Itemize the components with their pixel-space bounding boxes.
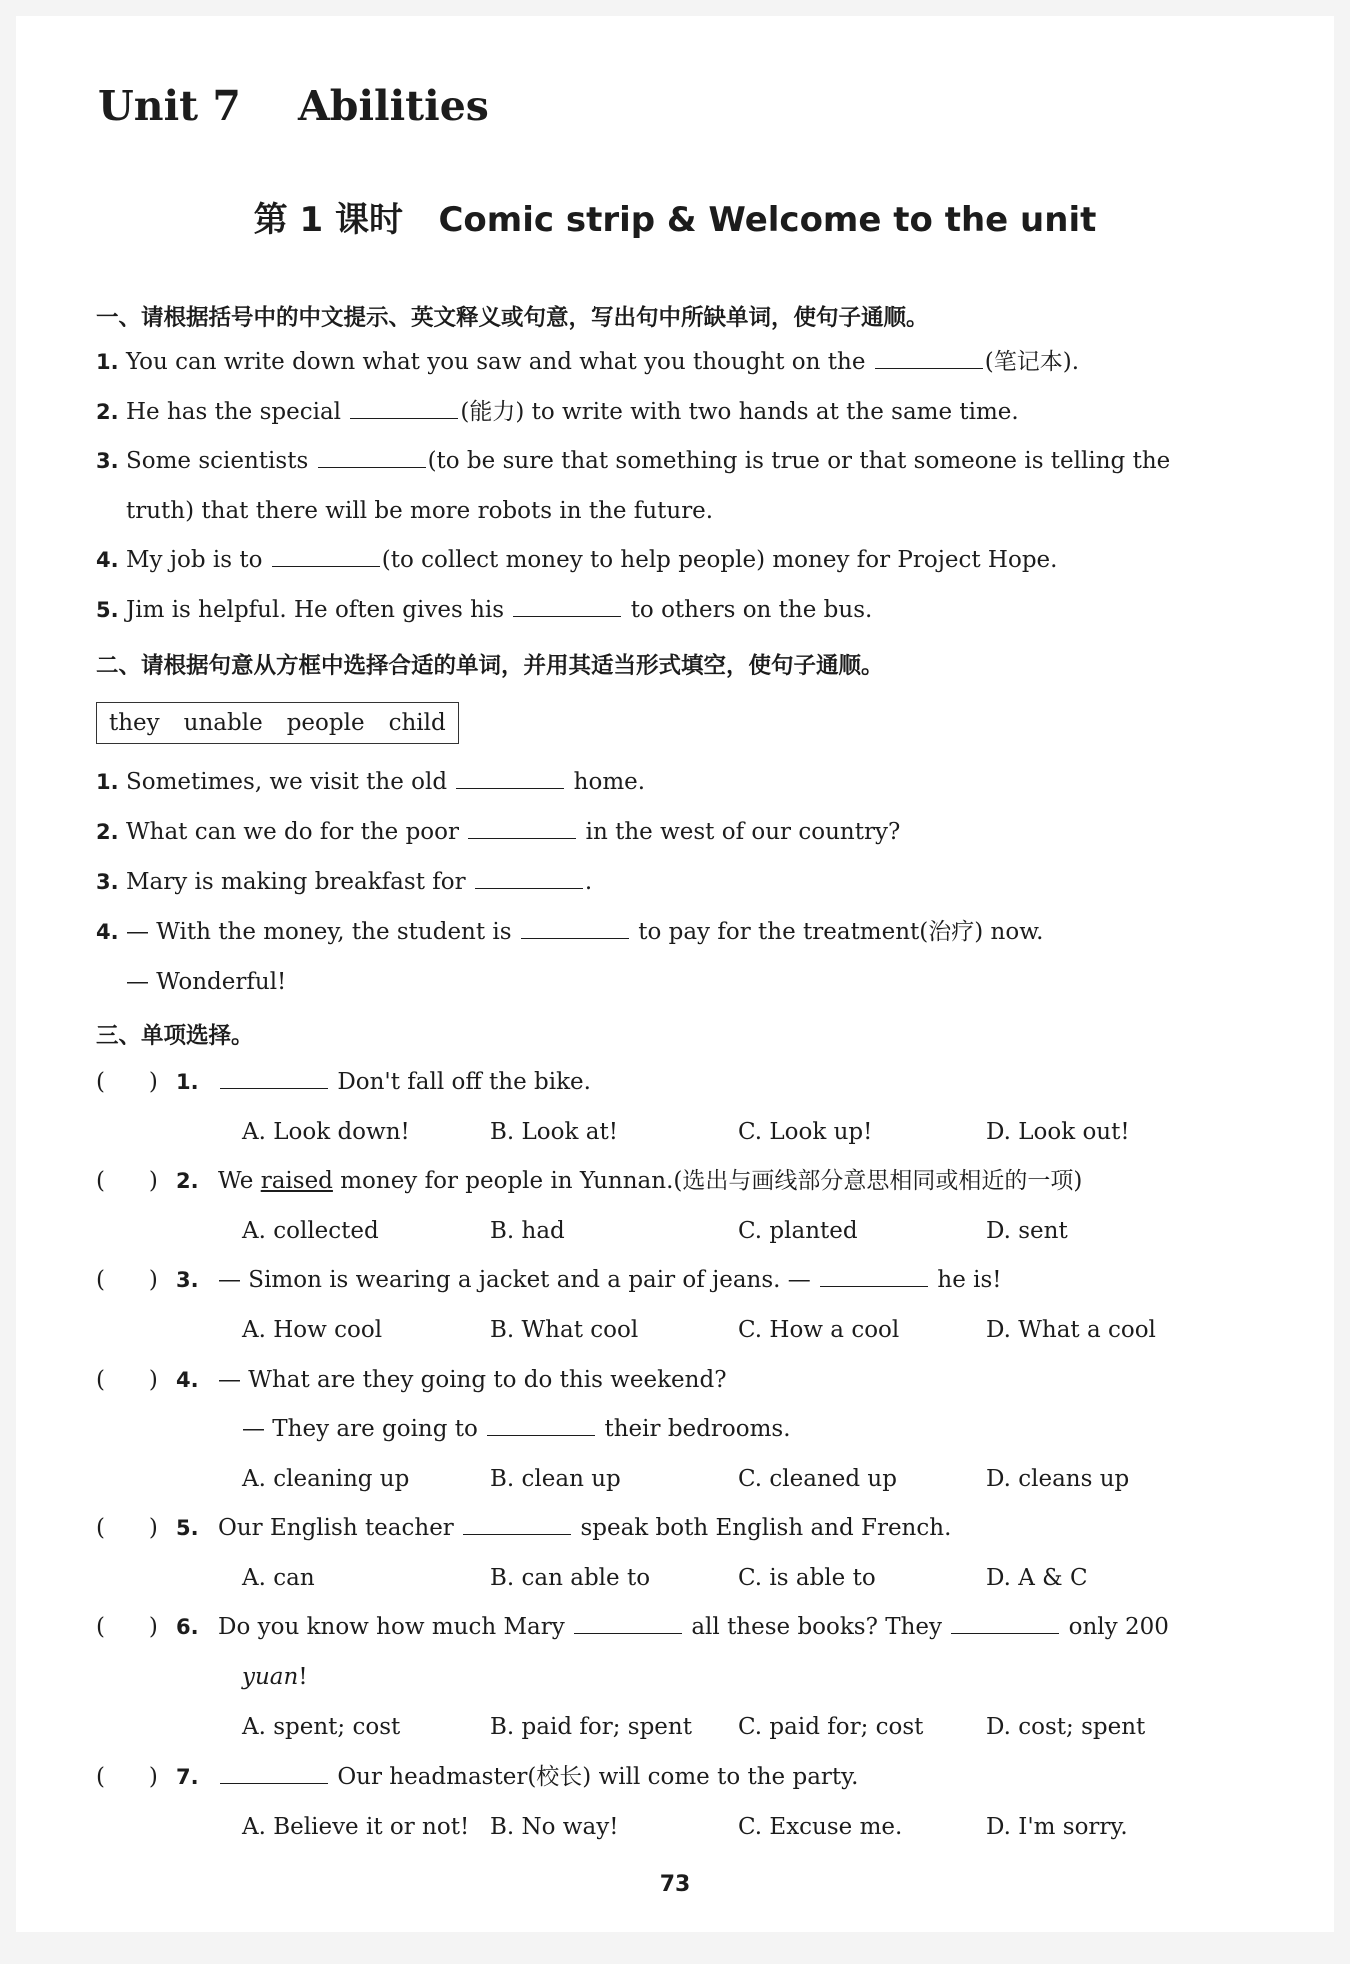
option-c[interactable]: C. planted xyxy=(738,1218,858,1244)
mc-options-6 xyxy=(242,1711,1234,1743)
answer-blank[interactable] xyxy=(951,1611,1059,1634)
option-b[interactable]: B. Look at! xyxy=(490,1119,618,1145)
mc-question-7: ( ) 7. Our headmaster(校长) will come to the party. xyxy=(96,1761,1264,1793)
mc-question-6: ( ) 6. Do you know how much Mary all these books? They only 200 xyxy=(96,1611,1264,1643)
option-d[interactable]: D. cost; spent xyxy=(986,1714,1146,1740)
mc-question-4-line2: — They are going to their bedrooms. xyxy=(242,1413,791,1445)
option-a[interactable]: A. can xyxy=(242,1565,315,1591)
s1-item-5: 5. Jim is helpful. He often gives his to others on the bus. xyxy=(96,594,1248,626)
word-option: they xyxy=(109,710,160,736)
answer-paren[interactable]: ( ) xyxy=(96,1614,158,1640)
answer-blank[interactable] xyxy=(220,1066,328,1089)
option-c[interactable]: C. is able to xyxy=(738,1565,876,1591)
word-option: unable xyxy=(183,710,263,736)
option-d[interactable]: D. I'm sorry. xyxy=(986,1814,1128,1840)
answer-blank[interactable] xyxy=(475,866,583,889)
answer-blank[interactable] xyxy=(350,396,458,419)
answer-blank[interactable] xyxy=(318,445,426,468)
option-d[interactable]: D. sent xyxy=(986,1218,1068,1244)
option-b[interactable]: B. clean up xyxy=(490,1466,621,1492)
mc-options-7 xyxy=(242,1811,1234,1843)
mc-options-5 xyxy=(242,1562,1234,1594)
section3-heading: 三、单项选择。 xyxy=(96,1023,254,1049)
s2-item-1: 1. Sometimes, we visit the old home. xyxy=(96,766,1248,798)
s1-item-2: 2. He has the special (能力) to write with two hands at the same time. xyxy=(96,396,1248,428)
option-d[interactable]: D. What a cool xyxy=(986,1317,1156,1343)
s2-item-2: 2. What can we do for the poor in the west of our country? xyxy=(96,816,1248,848)
mc-options-3 xyxy=(242,1314,1234,1346)
mc-question-4: ( ) 4. — What are they going to do this weekend? xyxy=(96,1364,1264,1396)
s2-item-4-reply: — Wonderful! xyxy=(126,969,287,995)
word-option: people xyxy=(286,710,365,736)
option-c[interactable]: C. cleaned up xyxy=(738,1466,897,1492)
word-option: child xyxy=(388,710,446,736)
option-a[interactable]: A. How cool xyxy=(242,1317,383,1343)
answer-blank[interactable] xyxy=(456,766,564,789)
answer-blank[interactable] xyxy=(487,1413,595,1436)
section2-heading: 二、请根据句意从方框中选择合适的单词，并用其适当形式填空，使句子通顺。 xyxy=(96,653,884,679)
option-b[interactable]: B. What cool xyxy=(490,1317,639,1343)
s2-item-4: 4. — With the money, the student is to pay for the treatment(治疗) now. xyxy=(96,916,1248,948)
s1-item-3-cont: truth) that there will be more robots in the future. xyxy=(126,498,714,524)
answer-blank[interactable] xyxy=(220,1761,328,1784)
mc-question-6-cont: yuan! xyxy=(242,1664,308,1690)
answer-blank[interactable] xyxy=(513,594,621,617)
mc-options-2 xyxy=(242,1215,1234,1247)
unit-title: Unit 7 Abilities xyxy=(98,82,489,130)
answer-paren[interactable]: ( ) xyxy=(96,1069,158,1095)
option-b[interactable]: B. No way! xyxy=(490,1814,619,1840)
option-c[interactable]: C. Excuse me. xyxy=(738,1814,903,1840)
option-b[interactable]: B. had xyxy=(490,1218,565,1244)
lesson-title: 第 1 课时 Comic strip & Welcome to the unit xyxy=(253,200,1097,240)
answer-paren[interactable]: ( ) xyxy=(96,1367,158,1393)
answer-blank[interactable] xyxy=(574,1611,682,1634)
s1-item-1: 1. You can write down what you saw and what you thought on the (笔记本). xyxy=(96,346,1248,378)
option-b[interactable]: B. paid for; spent xyxy=(490,1714,692,1740)
s1-item-4: 4. My job is to (to collect money to help people) money for Project Hope. xyxy=(96,544,1248,576)
option-d[interactable]: D. A & C xyxy=(986,1565,1088,1591)
answer-paren[interactable]: ( ) xyxy=(96,1267,158,1293)
mc-question-3: ( ) 3. — Simon is wearing a jacket and a pair of jeans. — he is! xyxy=(96,1264,1264,1296)
mc-options-1 xyxy=(242,1116,1234,1148)
answer-blank[interactable] xyxy=(875,346,983,369)
option-a[interactable]: A. spent; cost xyxy=(242,1714,401,1740)
answer-blank[interactable] xyxy=(820,1264,928,1287)
option-a[interactable]: A. Look down! xyxy=(242,1119,410,1145)
answer-blank[interactable] xyxy=(468,816,576,839)
mc-question-5: ( ) 5. Our English teacher speak both English and French. xyxy=(96,1512,1264,1544)
option-d[interactable]: D. cleans up xyxy=(986,1466,1130,1492)
option-a[interactable]: A. cleaning up xyxy=(242,1466,410,1492)
answer-paren[interactable]: ( ) xyxy=(96,1168,158,1194)
word-box xyxy=(96,702,459,744)
s1-item-3: 3. Some scientists (to be sure that something is true or that someone is telling the xyxy=(96,445,1248,477)
mc-question-2: ( ) 2. We raised money for people in Yunnan.(选出与画线部分意思相同或相近的一项) xyxy=(96,1165,1264,1197)
option-c[interactable]: C. How a cool xyxy=(738,1317,900,1343)
mc-options-4 xyxy=(242,1463,1234,1495)
worksheet-page xyxy=(16,16,1334,1932)
option-a[interactable]: A. Believe it or not! xyxy=(242,1814,470,1840)
underlined-word: raised xyxy=(260,1168,333,1194)
option-b[interactable]: B. can able to xyxy=(490,1565,651,1591)
answer-blank[interactable] xyxy=(272,544,380,567)
option-c[interactable]: C. Look up! xyxy=(738,1119,873,1145)
page-number: 73 xyxy=(659,1872,691,1897)
mc-question-1: ( ) 1. Don't fall off the bike. xyxy=(96,1066,1264,1098)
s2-item-3: 3. Mary is making breakfast for . xyxy=(96,866,1248,898)
option-d[interactable]: D. Look out! xyxy=(986,1119,1130,1145)
answer-blank[interactable] xyxy=(521,916,629,939)
option-a[interactable]: A. collected xyxy=(242,1218,379,1244)
answer-blank[interactable] xyxy=(463,1512,571,1535)
option-c[interactable]: C. paid for; cost xyxy=(738,1714,924,1740)
answer-paren[interactable]: ( ) xyxy=(96,1515,158,1541)
answer-paren[interactable]: ( ) xyxy=(96,1764,158,1790)
section1-heading: 一、请根据括号中的中文提示、英文释义或句意，写出句中所缺单词，使句子通顺。 xyxy=(96,305,929,331)
